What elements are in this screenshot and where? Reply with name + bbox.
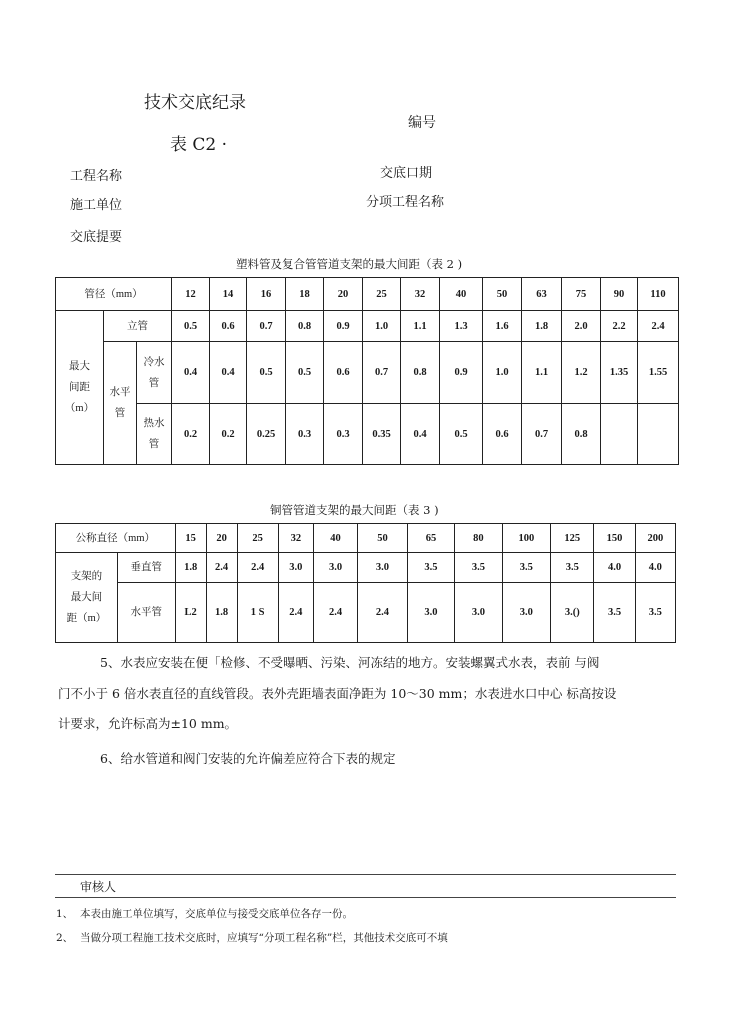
support-spacing-label bbox=[56, 553, 118, 643]
value-cell: 2.4 bbox=[206, 553, 237, 583]
value-cell: 0.25 bbox=[247, 404, 286, 465]
note-1: 本表由施工单位填写，交底单位与接受交底单位各存一份。 bbox=[80, 908, 353, 920]
diameter-cell: 12 bbox=[172, 278, 210, 311]
value-cell: 1.8 bbox=[175, 553, 206, 583]
form-code: 表 C2 · bbox=[170, 135, 228, 155]
vertical-pipe-label: 立管 bbox=[104, 311, 172, 342]
diameter-cell: 15 bbox=[175, 524, 206, 553]
value-cell: L2 bbox=[175, 583, 206, 643]
table3-vertical-row bbox=[56, 553, 676, 583]
value-cell: 2.4 bbox=[638, 311, 679, 342]
diameter-cell: 200 bbox=[635, 524, 675, 553]
diameter-cell: 14 bbox=[210, 278, 247, 311]
table2-header-row bbox=[56, 278, 679, 311]
value-cell: 0.5 bbox=[440, 404, 483, 465]
vertical-pipe-label: 垂直管 bbox=[117, 553, 175, 583]
max-spacing-label bbox=[56, 311, 104, 465]
value-cell: 0.6 bbox=[483, 404, 522, 465]
value-cell: 3.5 bbox=[407, 553, 454, 583]
value-cell: 1.6 bbox=[483, 311, 522, 342]
diameter-cell: 150 bbox=[594, 524, 635, 553]
value-cell: 3.5 bbox=[551, 553, 594, 583]
construction-unit-label: 施工单位 bbox=[70, 198, 123, 213]
value-cell: 0.5 bbox=[172, 311, 210, 342]
cold-label-line: 冷水 bbox=[143, 356, 165, 368]
diameter-cell: 90 bbox=[601, 278, 638, 311]
value-cell: 0.35 bbox=[363, 404, 401, 465]
value-cell: 3.5 bbox=[455, 553, 502, 583]
diameter-cell: 100 bbox=[502, 524, 550, 553]
diameter-cell: 25 bbox=[237, 524, 278, 553]
value-cell: 1.2 bbox=[562, 342, 601, 404]
value-cell: 0.3 bbox=[324, 404, 363, 465]
value-cell: 0.5 bbox=[286, 342, 324, 404]
value-cell: 3.5 bbox=[635, 583, 675, 643]
number-label: 编号 bbox=[408, 115, 436, 131]
plastic-pipe-spacing-table bbox=[55, 277, 679, 465]
note-2: 当做分项工程施工技术交底时，应填写“分项工程名称”栏，其他技术交底可不填 bbox=[80, 932, 448, 944]
diameter-cell: 16 bbox=[247, 278, 286, 311]
value-cell: 0.8 bbox=[401, 342, 440, 404]
cold-water-label bbox=[137, 342, 172, 404]
diameter-cell: 25 bbox=[363, 278, 401, 311]
sub-project-label: 分项工程名称 bbox=[366, 195, 445, 210]
value-cell: 1.8 bbox=[522, 311, 562, 342]
diameter-cell: 110 bbox=[638, 278, 679, 311]
max-spacing-label-line: 间距 bbox=[69, 382, 90, 393]
value-cell: 4.0 bbox=[635, 553, 675, 583]
table3-header-row bbox=[56, 524, 676, 553]
reviewer-label: 审核人 bbox=[80, 880, 117, 894]
support-label-line: 距（m） bbox=[66, 613, 107, 624]
value-cell: 3.0 bbox=[313, 553, 357, 583]
note-2-number: 2、 bbox=[56, 932, 74, 944]
diameter-cell: 20 bbox=[206, 524, 237, 553]
value-cell: 3.() bbox=[551, 583, 594, 643]
diameter-cell: 32 bbox=[401, 278, 440, 311]
support-label-line: 支架的 bbox=[70, 571, 103, 582]
value-cell: 0.6 bbox=[324, 342, 363, 404]
table3-caption: 铜管管道支架的最大间距（表 3 ) bbox=[270, 503, 439, 517]
value-cell: 0.7 bbox=[363, 342, 401, 404]
horizontal-label-line: 水平 bbox=[109, 387, 131, 398]
date-label: 交底口期 bbox=[380, 166, 433, 181]
value-cell: 1.1 bbox=[401, 311, 440, 342]
value-cell: 0.8 bbox=[562, 404, 601, 465]
value-cell: 2.4 bbox=[237, 553, 278, 583]
horizontal-pipe-label bbox=[104, 342, 137, 465]
table2-caption: 塑料管及复合管管道支架的最大间距（表 2 ) bbox=[236, 257, 463, 271]
value-cell: 0.4 bbox=[210, 342, 247, 404]
cold-label-line: 管 bbox=[148, 377, 160, 389]
table2-vertical-row bbox=[56, 311, 679, 342]
value-cell: 2.0 bbox=[562, 311, 601, 342]
footer-divider bbox=[55, 874, 676, 875]
diameter-cell: 20 bbox=[324, 278, 363, 311]
table2-cold-row bbox=[56, 342, 679, 404]
diameter-cell: 75 bbox=[562, 278, 601, 311]
value-cell: 3.0 bbox=[358, 553, 408, 583]
value-cell: 2.4 bbox=[278, 583, 313, 643]
value-cell: 1.8 bbox=[206, 583, 237, 643]
diameter-cell: 40 bbox=[313, 524, 357, 553]
diameter-cell: 50 bbox=[358, 524, 408, 553]
support-label-line: 最大间 bbox=[70, 592, 103, 603]
table2-hot-row bbox=[56, 404, 679, 465]
value-cell: 0.9 bbox=[324, 311, 363, 342]
value-cell: 0.8 bbox=[286, 311, 324, 342]
diameter-cell: 50 bbox=[483, 278, 522, 311]
paragraph-6: 6、给水管道和阀门安装的允许偏差应符合下表的规定 bbox=[100, 751, 396, 766]
nominal-diameter-header: 公称直径（mm） bbox=[56, 524, 176, 553]
hot-label-line: 管 bbox=[148, 439, 160, 450]
value-cell: 0.5 bbox=[247, 342, 286, 404]
note-1-number: 1、 bbox=[56, 908, 74, 920]
value-cell: 1.0 bbox=[483, 342, 522, 404]
value-cell: 3.0 bbox=[407, 583, 454, 643]
diameter-cell: 32 bbox=[278, 524, 313, 553]
value-cell: 0.4 bbox=[172, 342, 210, 404]
value-cell: 0.6 bbox=[210, 311, 247, 342]
value-cell: 3.0 bbox=[278, 553, 313, 583]
diameter-header: 管径（mm） bbox=[56, 278, 172, 311]
project-name-label: 工程名称 bbox=[70, 169, 123, 184]
value-cell: 1.0 bbox=[363, 311, 401, 342]
diameter-cell: 40 bbox=[440, 278, 483, 311]
value-cell: 2.4 bbox=[358, 583, 408, 643]
hot-water-label bbox=[137, 404, 172, 465]
diameter-cell: 65 bbox=[407, 524, 454, 553]
value-cell: 0.7 bbox=[522, 404, 562, 465]
summary-label: 交底提要 bbox=[70, 230, 123, 245]
value-cell bbox=[638, 404, 679, 465]
value-cell: 0.2 bbox=[210, 404, 247, 465]
value-cell: 3.0 bbox=[502, 583, 550, 643]
paragraph-5-line-1: 5、水表应安装在便「检修、不受曝晒、污染、河冻结的地方。安装螺翼式水表，表前 与阀 bbox=[100, 655, 600, 670]
value-cell: 1.1 bbox=[522, 342, 562, 404]
value-cell: 0.9 bbox=[440, 342, 483, 404]
footer-divider-2 bbox=[55, 897, 676, 898]
value-cell: 2.4 bbox=[313, 583, 357, 643]
value-cell: 0.3 bbox=[286, 404, 324, 465]
value-cell: 0.7 bbox=[247, 311, 286, 342]
table3-horizontal-row bbox=[56, 583, 676, 643]
copper-pipe-spacing-table bbox=[55, 523, 676, 643]
value-cell: 1.3 bbox=[440, 311, 483, 342]
value-cell: 1.35 bbox=[601, 342, 638, 404]
horizontal-label-line: 管 bbox=[114, 408, 126, 419]
value-cell: 1.55 bbox=[638, 342, 679, 404]
diameter-cell: 18 bbox=[286, 278, 324, 311]
hot-label-line: 热水 bbox=[143, 418, 165, 429]
value-cell: 0.2 bbox=[172, 404, 210, 465]
diameter-cell: 80 bbox=[455, 524, 502, 553]
value-cell: 2.2 bbox=[601, 311, 638, 342]
paragraph-5-line-3: 计要求，允许标高为±10 mm。 bbox=[58, 716, 238, 731]
document-title: 技术交底纪录 bbox=[144, 93, 246, 113]
max-spacing-label-line: 最大 bbox=[69, 361, 90, 372]
value-cell: 0.4 bbox=[401, 404, 440, 465]
max-spacing-label-line: （m） bbox=[64, 403, 95, 414]
value-cell: 3.5 bbox=[594, 583, 635, 643]
diameter-cell: 125 bbox=[551, 524, 594, 553]
paragraph-5-line-2: 门不小于 6 倍水表直径的直线管段。表外壳距墙表面净距为 10～30 mm；水表进水口中心 标高按设 bbox=[58, 686, 617, 701]
value-cell: 4.0 bbox=[594, 553, 635, 583]
horizontal-pipe-label: 水平管 bbox=[117, 583, 175, 643]
diameter-cell: 63 bbox=[522, 278, 562, 311]
value-cell: 3.5 bbox=[502, 553, 550, 583]
value-cell: 1 S bbox=[237, 583, 278, 643]
value-cell: 3.0 bbox=[455, 583, 502, 643]
value-cell bbox=[601, 404, 638, 465]
